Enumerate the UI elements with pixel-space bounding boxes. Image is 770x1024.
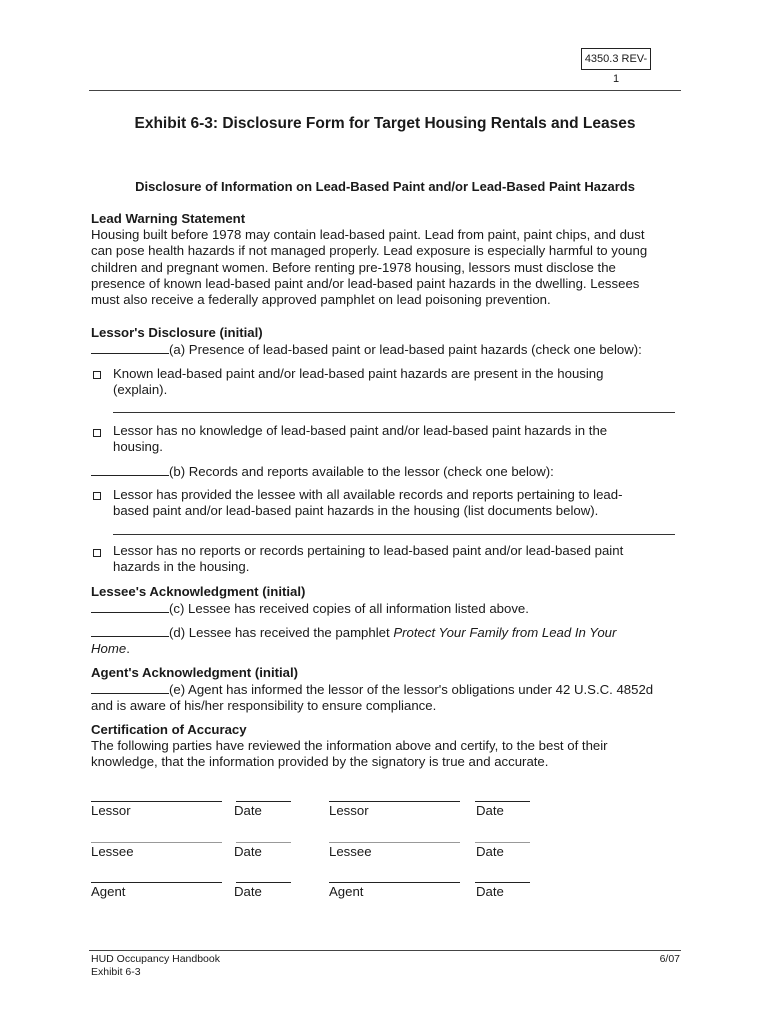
lessor-date-field[interactable] [236,801,291,802]
warning-line: Housing built before 1978 may contain lead-based paint. Lead from paint, paint chips, and dust [91,227,645,243]
option-text: based paint and/or lead-based paint hazards in the housing (list documents below). [113,503,599,519]
initial-e-field[interactable] [91,681,169,694]
item-d-row [91,624,691,657]
checkbox-a-no-knowledge[interactable] [93,429,101,437]
option-a-known [113,366,603,398]
lead-warning-heading: Lead Warning Statement [91,211,246,226]
certification-heading: Certification of Accuracy [91,722,247,737]
option-text: Lessor has provided the lessee with all available records and reports pertaining to lead- [113,487,623,502]
initial-a-field[interactable] [91,341,169,354]
explain-line-field[interactable] [113,412,675,413]
certification-line: The following parties have reviewed the information above and certify, to the best of their [91,738,608,753]
certification-text [91,738,691,770]
option-text: housing. [113,439,163,455]
lessee-acknowledgment-heading: Lessee's Acknowledgment (initial) [91,584,306,599]
option-text: Lessor has no reports or records pertaining to lead-based paint and/or lead-based paint [113,543,624,558]
option-a-no-knowledge [113,423,607,455]
item-e-text-cont: and is aware of his/her responsibility to ensure compliance. [91,698,437,714]
footer-exhibit: Exhibit 6-3 [91,965,141,978]
initial-c-field[interactable] [91,600,169,613]
certification-line: knowledge, that the information provided by the signatory is true and accurate. [91,754,549,770]
lessee-signature-field[interactable] [91,842,222,843]
date-label: Date [234,884,262,899]
initial-d-field[interactable] [91,624,169,637]
revision-label: 4350.3 REV-1 [581,48,651,70]
footer-left [91,953,220,978]
agent-date-field[interactable] [236,882,291,883]
signature-label: Lessee [91,844,134,859]
page-title: Exhibit 6-3: Disclosure Form for Target Housing Rentals and Leases [134,115,636,132]
footer-handbook: HUD Occupancy Handbook [91,953,220,965]
lessor-signature-field-2[interactable] [329,801,460,802]
form-subtitle: Disclosure of Information on Lead-Based Paint and/or Lead-Based Paint Hazards [135,179,635,194]
documents-line-field[interactable] [113,534,675,535]
date-label: Date [234,844,262,859]
lessee-date-field[interactable] [236,842,291,843]
footer-divider [89,950,681,951]
signature-label: Lessor [91,803,131,818]
checkbox-b-provided[interactable] [93,492,101,500]
lessor-disclosure-heading: Lessor's Disclosure (initial) [91,325,263,340]
lessee-date-field-2[interactable] [475,842,530,843]
option-b-provided [113,487,622,519]
checkbox-a-known[interactable] [93,371,101,379]
signature-label: Lessor [329,803,369,818]
warning-line: children and pregnant women. Before renting pre-1978 housing, lessors must disclose the [91,259,616,275]
option-text: hazards in the housing. [113,559,250,575]
item-c-text: (c) Lessee has received copies of all information listed above. [169,601,529,616]
warning-line: can pose health hazards if not managed properly. Lead exposure is especially harmful to young [91,243,648,259]
signature-label: Agent [329,884,364,899]
lessor-signature-field[interactable] [91,801,222,802]
period: . [126,641,130,657]
option-text: Lessor has no knowledge of lead-based paint and/or lead-based paint hazards in the [113,423,608,438]
agent-signature-field[interactable] [91,882,222,883]
item-b-row [91,463,554,480]
option-text: Known lead-based paint and/or lead-based paint hazards are present in the housing [113,366,604,381]
date-label: Date [234,803,262,818]
agent-date-field-2[interactable] [475,882,530,883]
agent-signature-field-2[interactable] [329,882,460,883]
footer-date: 6/07 [659,953,680,965]
option-text: (explain). [113,382,168,398]
item-e-text: (e) Agent has informed the lessor of the lessor's obligations under 42 U.S.C. 4852d [169,682,654,697]
item-b-text: (b) Records and reports available to the lessor (check one below): [169,464,554,479]
date-label: Date [476,844,504,859]
date-label: Date [476,803,504,818]
item-a-text: (a) Presence of lead-based paint or lead-based paint hazards (check one below): [169,342,642,357]
lessee-signature-field-2[interactable] [329,842,460,843]
pamphlet-title: Protect Your Family from Lead In Your [393,625,617,640]
agent-acknowledgment-heading: Agent's Acknowledgment (initial) [91,665,299,680]
option-b-none [113,543,623,575]
checkbox-b-none[interactable] [93,549,101,557]
lead-warning-section [91,211,691,308]
lessor-date-field-2[interactable] [475,801,530,802]
item-a-row [91,341,642,358]
signature-label: Agent [91,884,126,899]
header-divider [89,90,681,91]
item-e-row [91,681,691,714]
pamphlet-title-cont: Home [91,641,127,657]
item-d-text: (d) Lessee has received the pamphlet [169,625,394,640]
item-c-row [91,600,529,617]
warning-line: presence of known lead-based paint and/or lead-based paint hazards in the dwelling. Lessees [91,275,640,291]
signature-label: Lessee [329,844,372,859]
initial-b-field[interactable] [91,463,169,476]
warning-line: must also receive a federally approved pamphlet on lead poisoning prevention. [91,292,551,308]
date-label: Date [476,884,504,899]
